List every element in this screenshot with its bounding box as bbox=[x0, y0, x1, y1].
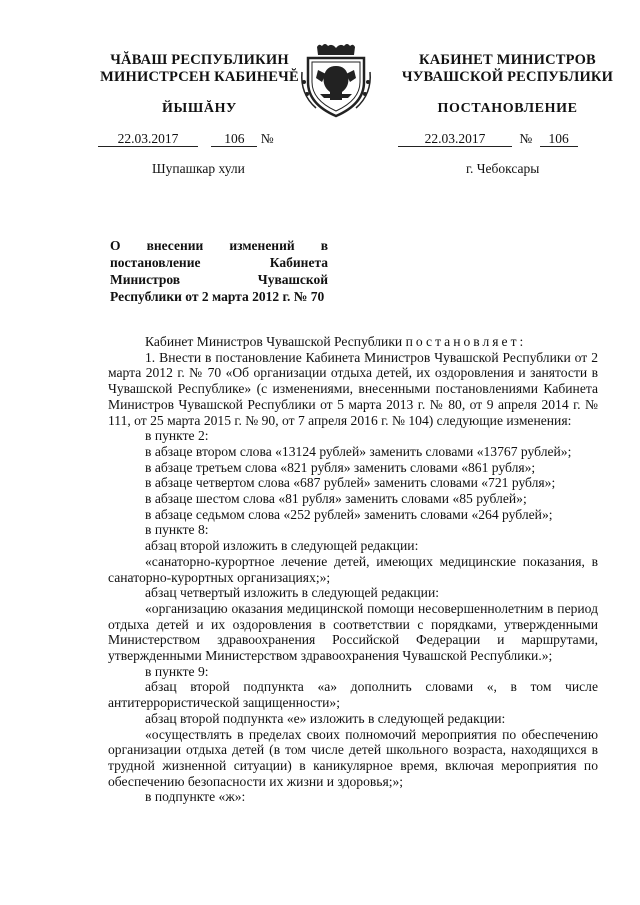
body-paragraph: в абзаце третьем слова «821 рубля» заменить словами «861 рубля»; bbox=[145, 459, 536, 475]
body-paragraph: в абзаце четвертом слова «687 рублей» заменить словами «721 рубля»; bbox=[145, 475, 556, 491]
body-paragraph: в пункте 9: bbox=[145, 663, 209, 679]
intro-paragraph bbox=[108, 334, 598, 350]
body-paragraph: в подпункте «ж»: bbox=[145, 789, 246, 805]
header-right-doc-type: ПОСТАНОВЛЕНИЕ bbox=[437, 101, 578, 116]
header-right-line2: ЧУВАШСКОЙ РЕСПУБЛИКИ bbox=[401, 69, 614, 85]
body-paragraph: в пункте 2: bbox=[145, 428, 209, 444]
body-paragraph: «организацию оказания медицинской помощи несовершеннолетним в период отдыха детей и их оздоровления в соответствии с порядками, утвержденными Министерством здравоохранения Российской Федерации и маршрутами, утвержденными Министерством здравоохранения Чувашской Республики.»; bbox=[108, 600, 598, 664]
document-subject: О внесении изменений в постановление Кабинета Министров Чувашской Республики от 2 марта 2012 г. № 70 bbox=[110, 238, 328, 304]
body-paragraph: «осуществлять в пределах своих полномочий мероприятия по обеспечению организации отдыха детей (в том числе детей школьного возраста, находящихся в трудной жизненной ситуации) в каникулярное время, включая мероприятия по обеспечению безопасности их жизни и здоровья;»; bbox=[108, 726, 598, 789]
body-paragraph: «санаторно-курортное лечение детей, имеющих медицинские показания, в санаторно-курортных организациях;»; bbox=[108, 553, 598, 585]
header-left-line1: ЧĂВАШ РЕСПУБЛИКИН bbox=[110, 52, 289, 68]
document-body bbox=[108, 334, 598, 805]
registration-right bbox=[398, 131, 578, 147]
header-right bbox=[380, 52, 635, 117]
body-paragraph: в абзаце шестом слова «81 рубля» заменить словами «85 рублей»; bbox=[145, 491, 527, 507]
body-paragraph: абзац второй подпункта «е» изложить в следующей редакции: bbox=[145, 710, 506, 726]
place-right: г. Чебоксары bbox=[466, 161, 540, 176]
registration-right-num-sign: № bbox=[519, 131, 533, 146]
registration-right-number: 106 bbox=[540, 132, 578, 147]
registration-right-date: 22.03.2017 bbox=[398, 132, 512, 147]
header-right-line1: КАБИНЕТ МИНИСТРОВ bbox=[419, 52, 596, 68]
body-paragraph: в абзаце втором слова «13124 рублей» заменить словами «13767 рублей»; bbox=[145, 443, 572, 459]
registration-left bbox=[98, 131, 274, 147]
header-left-doc-type: ЙЫШĂНУ bbox=[162, 101, 237, 116]
body-paragraph: 1. Внести в постановление Кабинета Министров Чувашской Республики от 2 марта 2012 г. № 70 «Об организации отдыха детей, их оздоровления и занятости в Чувашской Республике» (с изменениями, внесенными постановлениями Кабинета Министров Чувашской Республики от 5 марта 2013 г. № 80, от 9 апреля 2014 г. № 111, от 25 марта 2015 г. № 90, от 7 апреля 2016 г. № 104) следующие изменения: bbox=[108, 349, 598, 428]
header-left bbox=[72, 52, 327, 117]
chuvash-emblem-icon bbox=[296, 38, 376, 120]
body-paragraph: в абзаце седьмом слова «252 рублей» заменить словами «264 рублей»; bbox=[145, 506, 553, 522]
registration-left-date: 22.03.2017 bbox=[98, 132, 198, 147]
intro-start: Кабинет Министров Чувашской Республики bbox=[145, 334, 403, 349]
body-paragraph: абзац второй изложить в следующей редакции: bbox=[145, 538, 419, 554]
header-left-line2: МИНИСТРСЕН КАБИНЕЧĔ bbox=[100, 69, 299, 85]
body-paragraph: в пункте 8: bbox=[145, 522, 209, 538]
registration-left-number: 106 bbox=[211, 132, 257, 147]
intro-spaced: постановляет: bbox=[405, 334, 527, 349]
registration-left-num-sign: № bbox=[260, 131, 274, 146]
body-paragraph: абзац второй подпункта «а» дополнить словами «, в том числе антитеррористической защищенности»; bbox=[108, 679, 598, 711]
body-paragraph: абзац четвертый изложить в следующей редакции: bbox=[145, 585, 440, 601]
place-left: Шупашкар хули bbox=[152, 161, 245, 176]
